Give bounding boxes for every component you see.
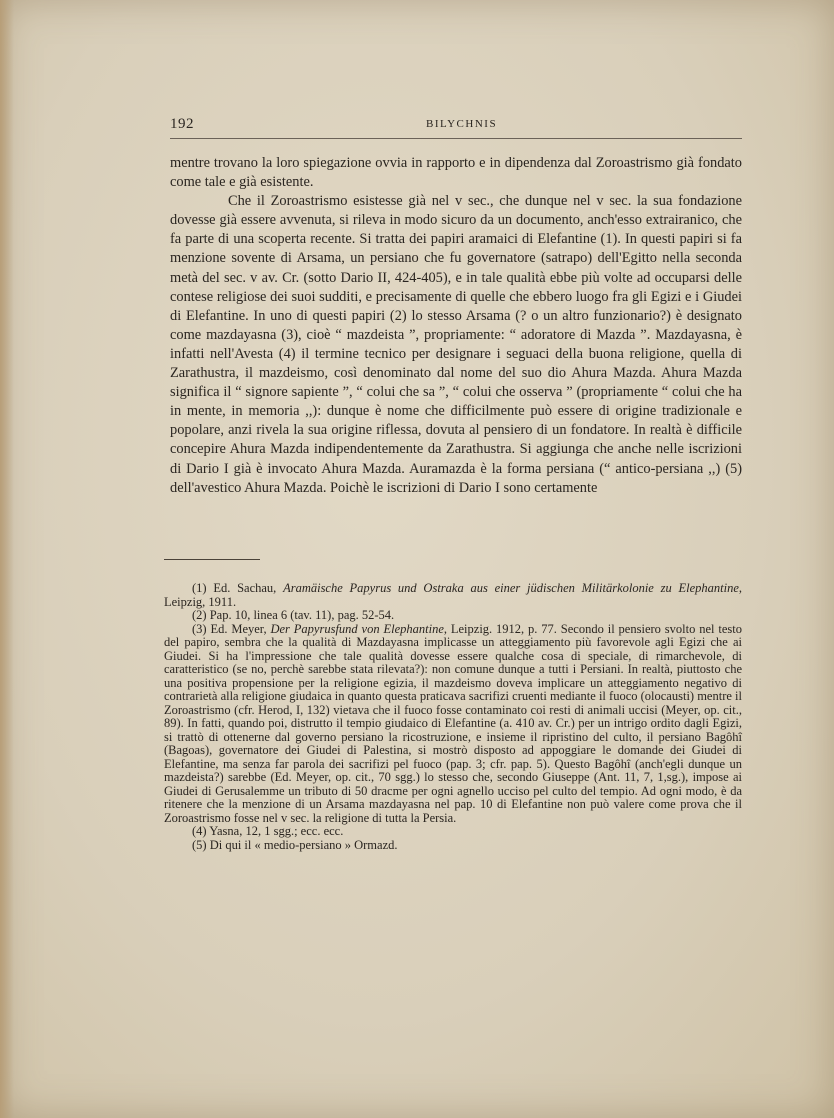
footnote-1 (164, 582, 742, 609)
footnote-2: (2) Pap. 10, linea 6 (tav. 11), pag. 52-54. (192, 608, 395, 622)
footnote-3-text: , Leipzig. 1912, p. 77. Secondo il pensiero svolto nel testo del papiro, sembra che la qualità di Mazdayasna implicasse un atteggiamento più favorevole agli Egizi che ai Giudei. Si ha l'impressione che tale qualità dovesse essere qualche cosa di speciale, di rimarchevole, di caratteristico (se no, perchè sarebbe stata rilevata?): non comune dunque a tutti i Persiani. In realtà, piuttosto che una positiva propensione per la religione egizia, il mazdeismo doveva implicare un atteggiamento negativo di contrarietà alla religione giudaica in quanto questa praticava sacrifizi cruenti mediante il fuoco (olocausti) mentre il Zoroastrismo (cfr. Herod, I, 132) vietava che il fuoco fosse contaminato coi resti di animali uccisi (Meyer, op. cit., 89). In fatti, quando poi, distrutto il tempio giudaico di Elefantine (a. 410 av. Cr.) per un intrigo ordito dagli Egizi, si trattò di ottenerne dal governo persiano la ricostruzione, e insieme il ripristino del culto, il persiano Bagôhî (Bagoas), governatore dei Giudei di Palestina, si mostrò disposto ad appoggiare le domande dei Giudei di Elefantine, ma senza far parola dei sacrifizi pel fuoco (pap. 3; cfr. pap. 5). Questo Bagôhî (anch'egli dunque un mazdeista?) sarebbe (Ed. Meyer, op. cit., 70 sgg.) lo stesso che, secondo Giuseppe (Ant. 11, 7, 1,sg.), impose ai Giudei di Gerusalemme un tributo di 50 dracme per ogni agnello ucciso pel culto del tempio. Ad ogni modo, è da ritenere che la menzione di un Arsama mazdayasna nel pap. 10 di Elefantine non può valere come prova che il Zoroastrismo fosse nel v sec. la religione di tutta la Persia. (164, 621, 742, 825)
main-text (170, 154, 742, 498)
footnote-1-imprint: , Leipzig, 1911. (164, 581, 742, 609)
footnote-5: (5) Di qui il « medio-persiano » Ormazd. (192, 837, 398, 852)
footnote-3 (164, 623, 742, 826)
page-header (170, 116, 742, 139)
footnotes (164, 582, 742, 852)
page-number: 192 (170, 116, 194, 132)
running-head: BILYCHNIS (426, 118, 498, 130)
page-edge-shadow (0, 0, 14, 1118)
footnote-1-author: (1) Ed. Sachau, (192, 581, 284, 595)
paragraph-1: mentre trovano la loro spiegazione ovvia in rapporto e in dipendenza dal Zoroastrismo già fondato come tale e già esistente. (170, 155, 742, 191)
paragraph-2: Che il Zoroastrismo esistesse già nel v sec., che dunque nel v sec. la sua fondazione dovesse già essere avvenuta, si rileva in modo sicuro da un documento, anch'esso extrairanico, che fa parte di una scoperta recente. Si tratta dei papiri aramaici di Elefantine (1). In questi papiri si fa menzione sovente di Arsama, un persiano che fu governatore (satrapo) dell'Egitto nella seconda metà del sec. v av. Cr. (sotto Dario II, 424-405), e in tale qualità ebbe più volte ad occuparsi delle contese religiose dei suoi sudditi, e precisamente di quelle che ebbero luogo fra gli Egizi e i Giudei di Elefantine. In uno di questi papiri (2) lo stesso Arsama (? o un altro funzionario?) è designato come mazdayasna (3), cioè “ mazdeista ”, propriamente: “ adoratore di Mazda ”. Mazdayasna, è infatti nell'Avesta (4) il termine tecnico per designare i seguaci della buona religione, quella di Zarathustra, il mazdeismo, così denominato dal nome del suo dio Ahura Mazda. Ahura Mazda significa il “ signore sapiente ”, “ colui che sa ”, “ colui che osserva ” (propriamente “ colui che ha in mente, in memoria ,,): dunque è nome che difficilmente può essere di origine tradizionale e popolare, anzi rivela la sua origine riflessa, dovuta al pensiero di un fondatore. In realtà è difficile concepire Ahura Mazda indipendentemente da Zarathustra. Si aggiunga che anche nelle iscrizioni di Dario I già è invocato Ahura Mazda. Auramazda è la forma persiana (“ antico-persiana ,,) (5) dell'avestico Ahura Mazda. Poichè le iscrizioni di Dario I sono certamente (170, 193, 742, 496)
footnote-1-title: Aramäische Papyrus und Ostraka aus einer jüdischen Militärkolonie zu Elephantine (283, 581, 739, 595)
footnote-separator (164, 559, 260, 560)
footnote-3-author: (3) Ed. Meyer, (192, 621, 271, 636)
footnote-3-title: Der Papyrusfund von Elephantine (270, 621, 444, 636)
footnote-4: (4) Yasna, 12, 1 sgg.; ecc. ecc. (192, 824, 344, 838)
